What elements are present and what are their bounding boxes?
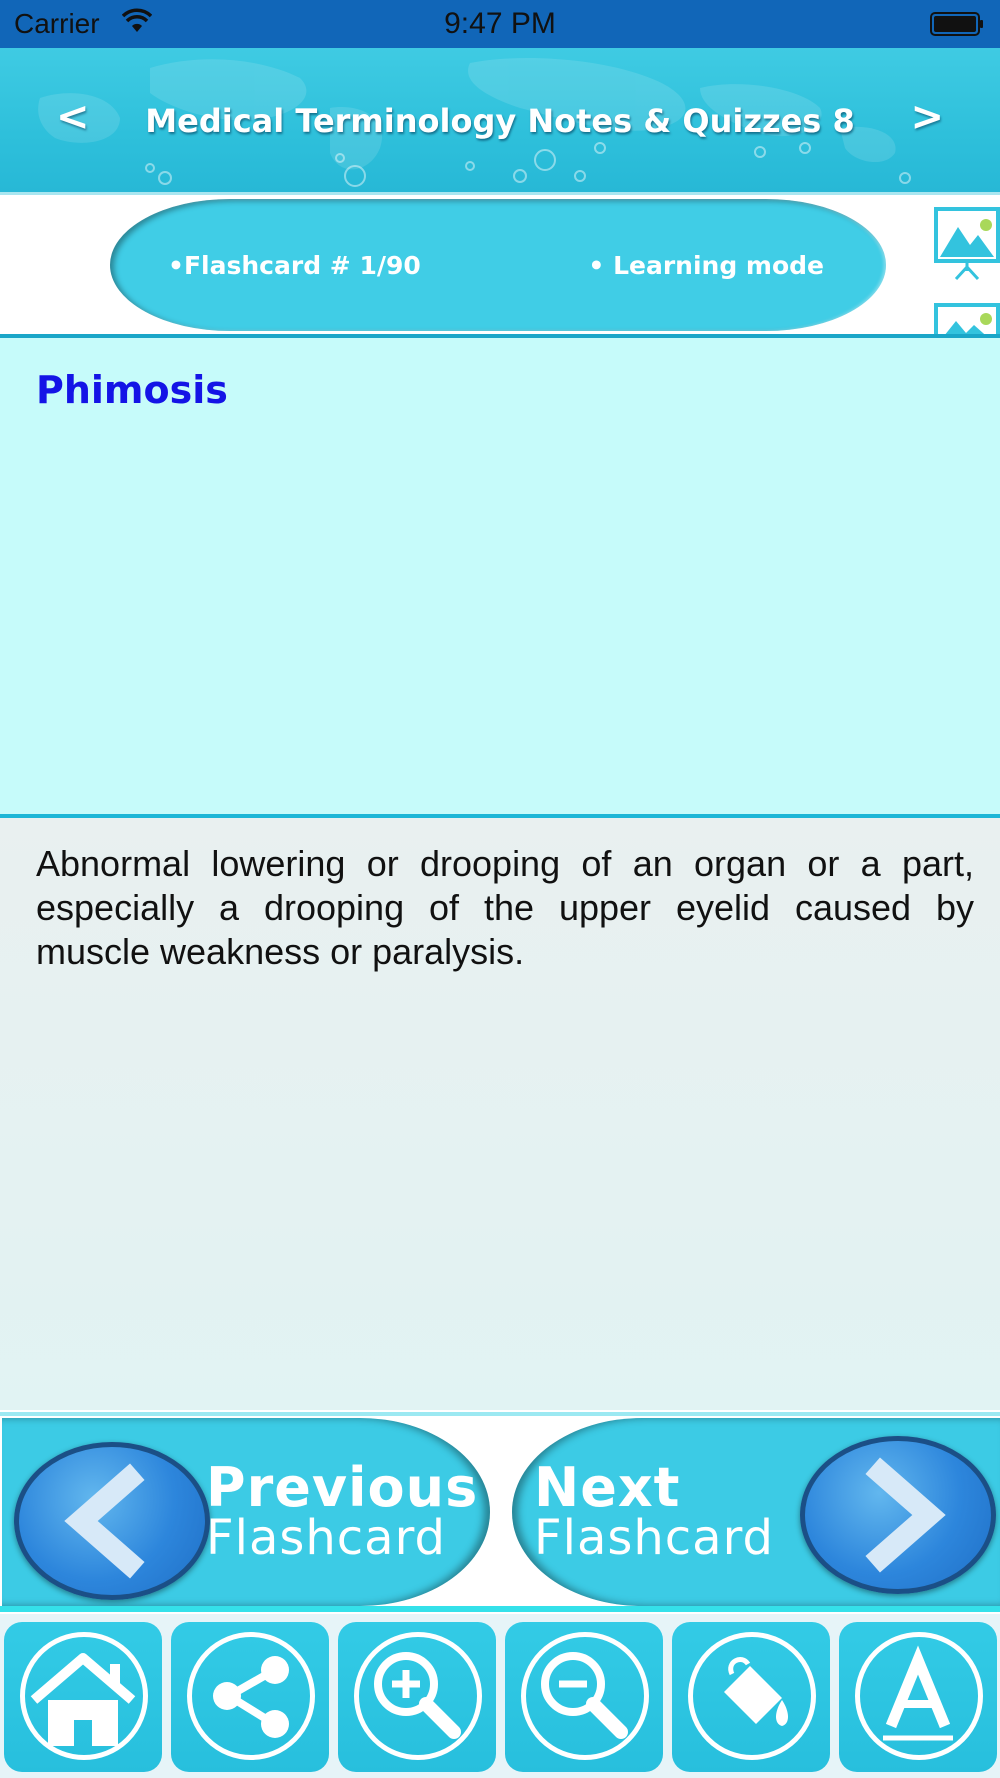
previous-label: Previous (206, 1456, 479, 1519)
next-sublabel: Flashcard (534, 1510, 774, 1566)
chevron-right-icon (805, 1441, 991, 1589)
home-button[interactable] (4, 1622, 162, 1772)
flashcard-term: Phimosis (36, 368, 228, 412)
previous-flashcard-button[interactable] (2, 1418, 490, 1606)
zoom-out-button[interactable] (505, 1622, 663, 1772)
zoom-in-button[interactable] (338, 1622, 496, 1772)
slideshow-icon[interactable] (934, 205, 1000, 285)
prev-set-button[interactable]: < (56, 94, 90, 140)
flashcard-navigation (0, 1410, 1000, 1614)
zoom-in-icon (338, 1622, 496, 1772)
home-icon (4, 1622, 162, 1772)
flashcard-definition: Abnormal lowering or drooping of an organ or a part, especially a drooping of the upper eyelid caused by muscle weakness or paralysis. (36, 843, 974, 972)
divider (0, 1412, 1000, 1416)
divider (0, 1606, 1000, 1612)
term-panel (0, 338, 1000, 814)
status-bar (0, 0, 1000, 48)
next-set-button[interactable]: > (910, 94, 944, 140)
battery-icon (930, 12, 984, 36)
font-button[interactable] (839, 1622, 997, 1772)
next-label: Next (534, 1456, 681, 1519)
next-circle-button[interactable] (800, 1436, 996, 1594)
theme-color-button[interactable] (672, 1622, 830, 1772)
share-button[interactable] (171, 1622, 329, 1772)
flashcard-info-pill (110, 199, 886, 331)
previous-circle-button[interactable] (14, 1442, 210, 1600)
chevron-left-icon (19, 1447, 205, 1595)
page-title: Medical Terminology Notes & Quizzes 8 (145, 102, 855, 140)
clock: 9:47 PM (444, 7, 556, 40)
bottom-toolbar (0, 1614, 1000, 1778)
info-strip (0, 192, 1000, 339)
mode-label: • Learning mode (588, 251, 824, 280)
flashcard-counter: •Flashcard # 1/90 (168, 251, 421, 280)
definition-panel (0, 818, 1000, 1410)
title-bar (0, 48, 1000, 192)
font-icon (839, 1622, 997, 1772)
carrier-label: Carrier (14, 8, 100, 39)
previous-sublabel: Flashcard (206, 1510, 446, 1566)
share-icon (171, 1622, 329, 1772)
paint-bucket-icon (672, 1622, 830, 1772)
zoom-out-icon (505, 1622, 663, 1772)
next-flashcard-button[interactable] (512, 1418, 1000, 1606)
